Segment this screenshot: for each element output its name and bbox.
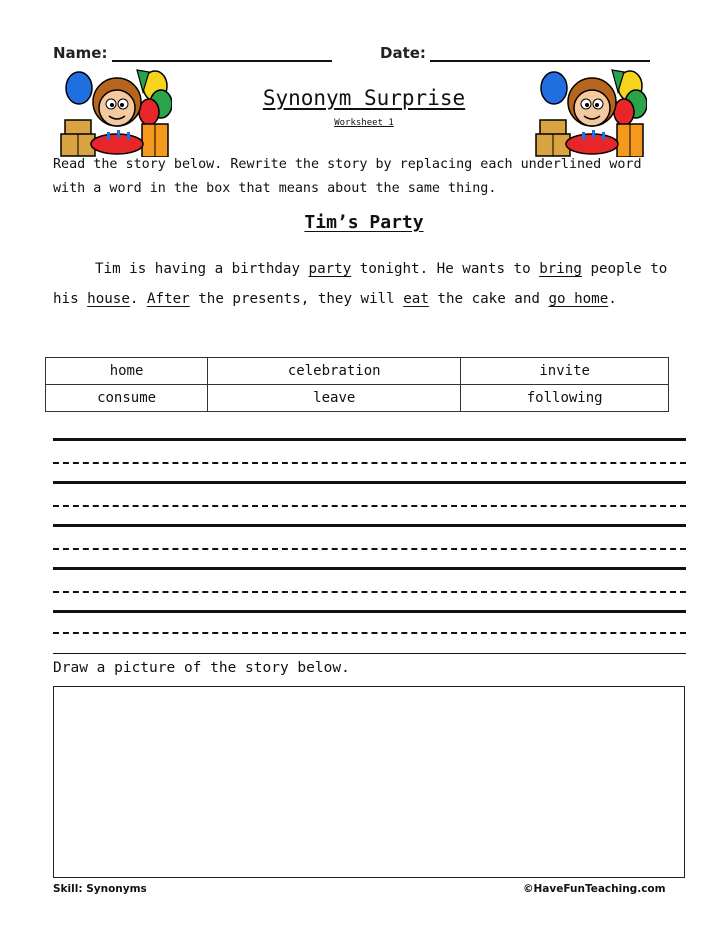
word-box-cell: consume [46, 385, 208, 412]
writing-line-solid[interactable] [53, 481, 686, 484]
word-box-cell: home [46, 358, 208, 385]
instructions: Read the story below. Rewrite the story by replacing each underlined word with a word in the box that means about the same thing. [53, 157, 642, 196]
writing-line-solid[interactable] [53, 524, 686, 527]
footer-copyright: ©HaveFunTeaching.com [523, 883, 666, 895]
underlined-word-after: After [146, 291, 190, 307]
name-label: Name: [53, 44, 108, 62]
drawing-box[interactable] [53, 686, 685, 878]
word-box-cell: leave [208, 385, 461, 412]
word-box [45, 357, 669, 412]
date-label: Date: [380, 44, 426, 62]
word-box-row [46, 385, 669, 412]
story-text: Tim is having a birthday party tonight. He wants to bring people to his house. After the presents, they will eat the cake and go home. [53, 261, 668, 307]
writing-line-dashed [53, 505, 686, 507]
writing-line-solid[interactable] [53, 567, 686, 570]
word-box-cell: celebration [208, 358, 461, 385]
underlined-word-house: house [87, 291, 130, 307]
footer-skill: Skill: Synonyms [53, 883, 147, 895]
underlined-word-party: party [308, 261, 352, 277]
underlined-word-go-home: go home [548, 291, 609, 307]
worksheet-title: Synonym Surprise [262, 86, 466, 110]
word-box-cell: following [461, 385, 669, 412]
writing-line-dashed [53, 591, 686, 593]
writing-line-dashed [53, 632, 686, 634]
writing-line-solid[interactable] [53, 610, 686, 613]
story-title: Tim’s Party [304, 212, 424, 233]
writing-line-solid[interactable] [53, 438, 686, 441]
writing-line-dashed [53, 462, 686, 464]
word-box-cell: invite [461, 358, 669, 385]
section-divider [53, 653, 686, 654]
worksheet-subtitle: Worksheet 1 [334, 118, 394, 128]
draw-prompt: Draw a picture of the story below. [53, 660, 350, 676]
writing-line-dashed [53, 548, 686, 550]
word-box-row [46, 358, 669, 385]
underlined-word-bring: bring [539, 261, 582, 277]
underlined-word-eat: eat [403, 291, 429, 307]
